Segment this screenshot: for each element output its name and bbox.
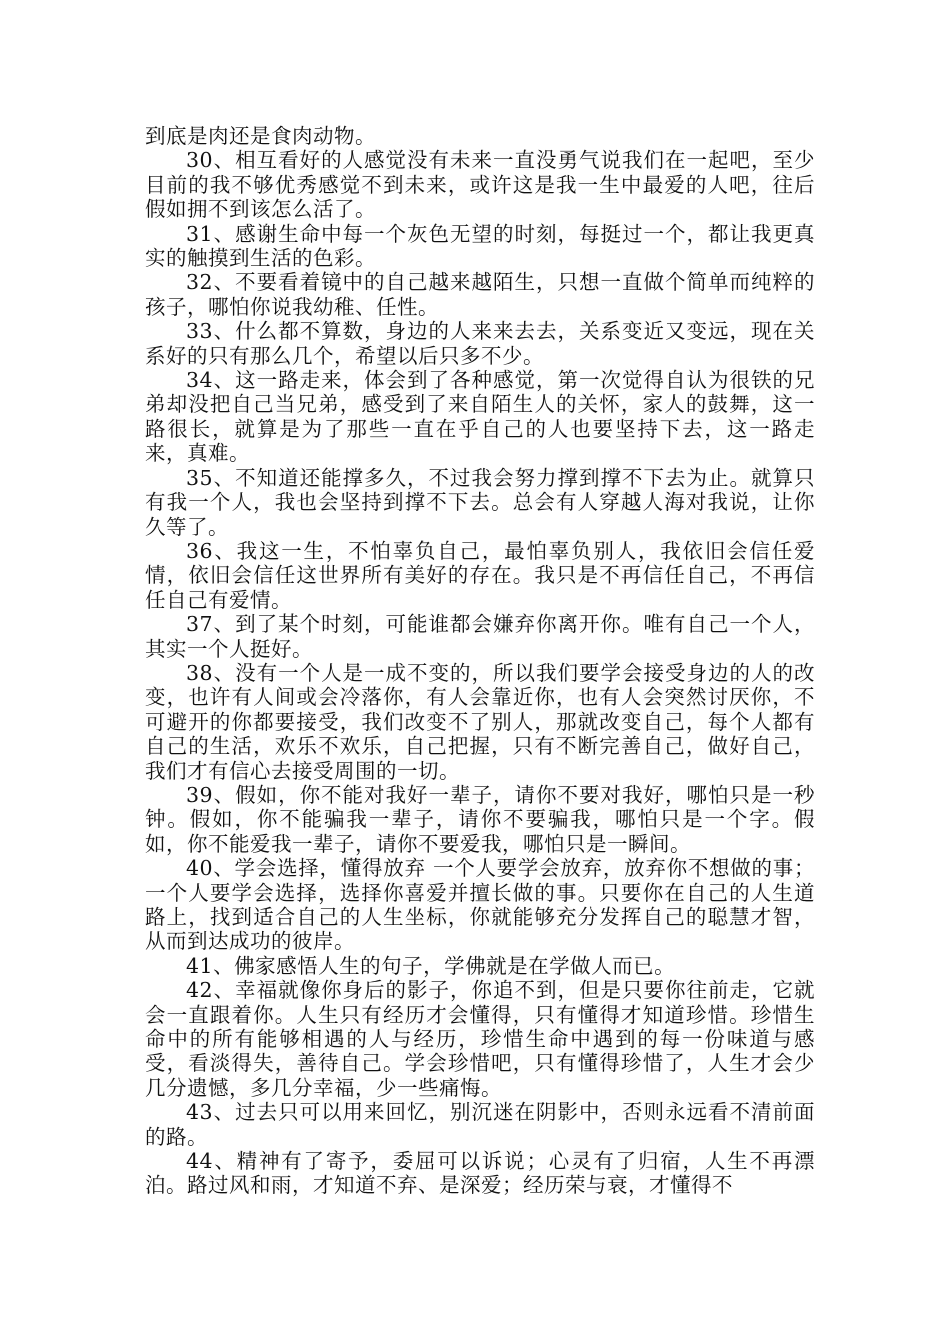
paragraph: 31、感谢生命中每一个灰色无望的时刻，每挺过一个，都让我更真实的触摸到生活的色彩。 — [145, 221, 815, 271]
paragraph: 34、这一路走来，体会到了各种感觉，第一次觉得自认为很铁的兄弟却没把自己当兄弟，感受到了来自陌生人的关怀，家人的鼓舞，这一路很长，就算是为了那些一直在乎自己的人也要坚持下去，这一路走来，真难。 — [145, 368, 815, 466]
paragraph: 36、我这一生，不怕辜负自己，最怕辜负别人，我依旧会信任爱情，依旧会信任这世界所有美好的存在。我只是不再信任自己，不再信任自己有爱情。 — [145, 538, 815, 612]
paragraph: 35、不知道还能撑多久，不过我会努力撑到撑不下去为止。就算只有我一个人，我也会坚持到撑不下去。总会有人穿越人海对我说，让你久等了。 — [145, 465, 815, 539]
document-page — [145, 124, 815, 1198]
paragraph: 40、学会选择，懂得放弃 一个人要学会放弃，放弃你不想做的事；一个人要学会选择，选择你喜爱并擅长做的事。只要你在自己的人生道路上，找到适合自己的人生坐标，你就能够充分发挥自己的聪慧才智，从而到达成功的彼岸。 — [145, 856, 815, 954]
paragraph: 32、不要看着镜中的自己越来越陌生，只想一直做个简单而纯粹的孩子，哪怕你说我幼稚、任性。 — [145, 270, 815, 319]
paragraph: 44、精神有了寄予，委屈可以诉说；心灵有了归宿，人生不再漂泊。路过风和雨，才知道不弃、是深爱；经历荣与衰，才懂得不 — [145, 1149, 815, 1198]
paragraph: 42、幸福就像你身后的影子，你追不到，但是只要你往前走，它就会一直跟着你。人生只有经历才会懂得，只有懂得才知道珍惜。珍惜生命中的所有能够相遇的人与经历，珍惜生命中遇到的每一份味道与感受，看淡得失，善待自己。学会珍惜吧，只有懂得珍惜了，人生才会少几分遗憾，多几分幸福，少一些痛悔。 — [145, 978, 815, 1100]
paragraph: 30、相互看好的人感觉没有未来一直没勇气说我们在一起吧，至少目前的我不够优秀感觉不到未来，或许这是我一生中最爱的人吧，往后假如拥不到该怎么活了。 — [145, 148, 815, 222]
paragraph: 33、什么都不算数，身边的人来来去去，关系变近又变远，现在关系好的只有那么几个，希望以后只多不少。 — [145, 319, 815, 368]
paragraph: 37、到了某个时刻，可能谁都会嫌弃你离开你。唯有自己一个人，其实一个人挺好。 — [145, 612, 815, 661]
paragraph: 39、假如，你不能对我好一辈子，请你不要对我好，哪怕只是一秒钟。假如，你不能骗我一辈子，请你不要骗我，哪怕只是一个字。假如，你不能爱我一辈子，请你不要爱我，哪怕只是一瞬间。 — [145, 782, 815, 856]
paragraph: 43、过去只可以用来回忆，别沉迷在阴影中，否则永远看不清前面的路。 — [145, 1100, 815, 1149]
paragraph: 到底是肉还是食肉动物。 — [145, 124, 376, 148]
paragraph: 41、佛家感悟人生的句子，学佛就是在学做人而已。 — [186, 953, 676, 978]
paragraph: 38、没有一个人是一成不变的，所以我们要学会接受身边的人的改变，也许有人间或会冷落你，有人会靠近你，也有人会突然讨厌你，不可避开的你都要接受，我们改变不了别人，那就改变自己，每个人都有自己的生活，欢乐不欢乐，自己把握，只有不断完善自己，做好自己，我们才有信心去接受周围的一切。 — [145, 660, 815, 783]
